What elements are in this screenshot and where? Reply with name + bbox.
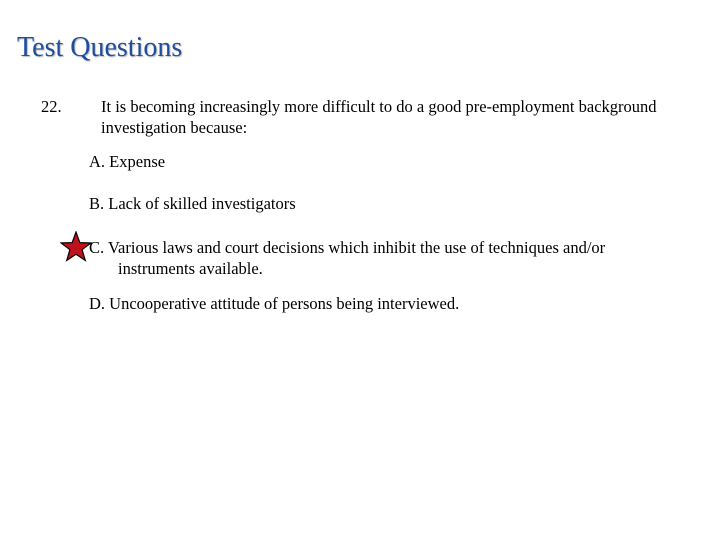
question-number: 22. [41, 97, 62, 116]
option-letter: B. [89, 194, 105, 213]
option-text: Various laws and court decisions which inhibit the use of techniques and/or [107, 238, 606, 257]
option-letter: D. [89, 294, 106, 313]
star-icon [60, 231, 92, 263]
option-text: Expense [109, 152, 166, 171]
option-a [89, 151, 165, 172]
option-text-continued: instruments available. [118, 259, 263, 278]
option-c-line-1 [89, 237, 689, 258]
option-letter: A. [89, 152, 106, 171]
question-text [41, 96, 716, 138]
option-c [89, 237, 689, 279]
question-stem: It is becoming increasingly more difficult to do a good pre-employment background investigation because: [101, 97, 657, 137]
option-text: Uncooperative attitude of persons being interviewed. [109, 294, 460, 313]
slide-title: Test Questions [17, 32, 183, 63]
option-letter: C. [89, 238, 105, 257]
star-shape [61, 232, 91, 261]
option-d [89, 293, 459, 314]
option-text: Lack of skilled investigators [108, 194, 296, 213]
option-b [89, 193, 296, 214]
question-body [41, 96, 716, 138]
